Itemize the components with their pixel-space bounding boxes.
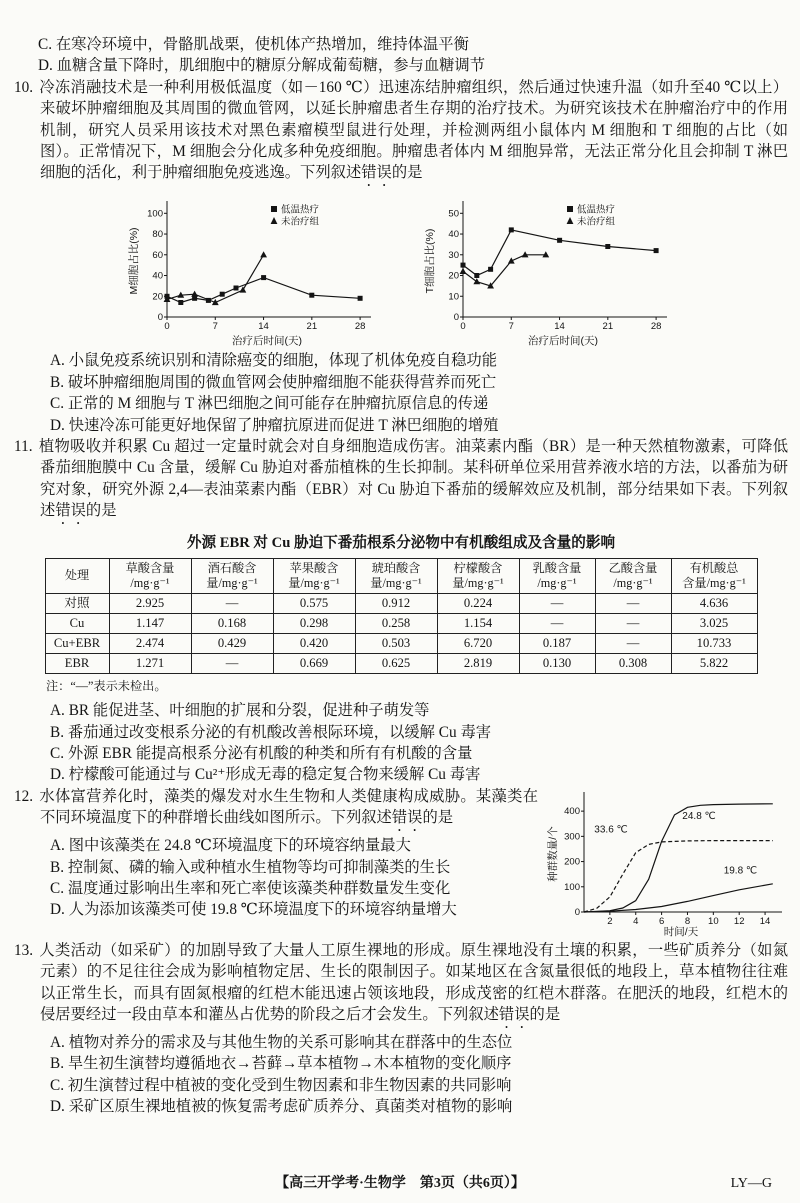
table-cell: 2.474 [109, 633, 191, 653]
q10-stem-tail: 的是 [391, 164, 423, 182]
svg-text:300: 300 [564, 831, 580, 843]
column-header: 琥珀酸含 量/mg·g⁻¹ [355, 558, 437, 593]
table-cell: — [595, 633, 671, 653]
svg-text:12: 12 [733, 915, 745, 927]
prev-option-d: D. 血糖含量下降时，肌细胞中的糖原分解成葡萄糖，参与血糖调节 [38, 57, 486, 75]
svg-text:未治疗组: 未治疗组 [577, 216, 616, 228]
table-cell: 1.147 [109, 613, 191, 633]
svg-text:100: 100 [564, 881, 580, 893]
column-header: 乳酸含量 /mg·g⁻¹ [519, 558, 595, 593]
svg-text:100: 100 [147, 208, 163, 220]
table-cell: 0.168 [191, 613, 273, 633]
question-13 [14, 940, 788, 1118]
table-title: 外源 EBR 对 Cu 胁迫下番茄根系分泌物中有机酸组成及含量的影响 [186, 535, 616, 552]
svg-text:40: 40 [152, 270, 163, 282]
svg-text:治疗后时间(天): 治疗后时间(天) [232, 335, 302, 348]
table-cell: 3.025 [671, 613, 757, 633]
q13-stem-emphasis: 错误 [498, 1005, 530, 1023]
table-cell: — [519, 593, 595, 613]
table-cell: 6.720 [437, 633, 519, 653]
page-footer [0, 1173, 800, 1194]
svg-text:8: 8 [684, 915, 691, 927]
prev-question-options [14, 34, 788, 77]
q10-charts [14, 195, 788, 347]
table-cell: 1.154 [437, 613, 519, 633]
svg-text:7: 7 [508, 321, 514, 333]
q13-stem-tail: 的是 [529, 1005, 561, 1023]
question-10 [14, 77, 788, 436]
column-header: 乙酸含量 /mg·g⁻¹ [595, 558, 671, 593]
svg-text:6: 6 [658, 915, 665, 927]
svg-text:14: 14 [258, 321, 269, 333]
q10-option-a: A. 小鼠免疫系统识别和清除癌变的细胞，体现了机体免疫自稳功能 [50, 352, 498, 370]
svg-text:20: 20 [448, 270, 459, 282]
svg-text:80: 80 [152, 229, 163, 241]
svg-text:21: 21 [602, 321, 614, 333]
table-cell: Cu+EBR [45, 633, 109, 653]
q13-stem-text: 人类活动（如采矿）的加剧导致了大量人工原生裸地的形成。原生裸地没有土壤的积累，一些矿质养分（如氮元素）的不足往往会成为影响植物定居、生长的限制因子。如某地区在含氮量很低的地段上，草本植物往往难以正常生长，而具有固氮根瘤的红桤木能迅速占领该地段，形成茂密的红桤木群落。在肥沃的地段，红桤木的侵居要经过一段由草本和灌丛占优势的阶段之后才会发生。下列叙述 [39, 941, 788, 1023]
q10-number: 10. [14, 78, 34, 96]
q11-stem [14, 436, 788, 528]
prev-option-c: C. 在寒冷环境中，骨骼肌战栗，使机体产热增加，维持体温平衡 [38, 36, 469, 53]
svg-text:2: 2 [607, 915, 613, 927]
column-header: 有机酸总 含量/mg·g⁻¹ [671, 558, 757, 593]
table-cell: 0.625 [355, 653, 437, 673]
q13-option-c: C. 初生演替过程中植被的变化受到生物因素和非生物因素的共同影响 [50, 1076, 512, 1094]
svg-text:M细胞占比(%): M细胞占比(%) [128, 227, 140, 295]
q12-number: 12. [14, 787, 34, 805]
svg-text:未治疗组: 未治疗组 [281, 216, 320, 228]
table-cell: 0.258 [355, 613, 437, 633]
table-row [45, 653, 757, 673]
table-cell: EBR [45, 653, 109, 673]
t-cell-ratio-chart [423, 195, 675, 347]
table-cell: 0.912 [355, 593, 437, 613]
table-cell: 0.224 [437, 593, 519, 613]
q13-stem [14, 940, 788, 1032]
table-cell: 0.130 [519, 653, 595, 673]
table-cell: 5.822 [671, 653, 757, 673]
svg-text:7: 7 [212, 321, 218, 333]
svg-text:400: 400 [564, 805, 580, 817]
svg-text:0: 0 [574, 906, 580, 918]
svg-text:200: 200 [564, 856, 580, 868]
svg-text:20: 20 [152, 291, 163, 303]
q11-stem-text: 植物吸收并积累 Cu 超过一定量时就会对自身细胞造成伤害。油菜素内酯（BR）是一种天然植物激素，可降低番茄细胞膜中 Cu 含量，缓解 Cu 胁迫对番茄植株的生长抑制。某科研单位采用营养液水培的方法，以番茄为研究对象，研究外源 2,4—表油菜素内酯（EBR）对 Cu 胁迫下番茄的缓解效应及机制，部分结果如下表。下列叙述 [38, 438, 788, 520]
svg-text:14: 14 [554, 321, 565, 333]
table-cell: 0.308 [595, 653, 671, 673]
q12-option-c: C. 温度通过影响出生率和死亡率使该藻类种群数量发生变化 [50, 879, 451, 897]
svg-text:0: 0 [164, 321, 170, 333]
table-row [45, 593, 757, 613]
table-cell: 0.298 [273, 613, 355, 633]
table-cell: 10.733 [671, 633, 757, 653]
table-cell: — [191, 593, 273, 613]
q11-option-d: D. 柠檬酸可能通过与 Cu²⁺形成无毒的稳定复合物来缓解 Cu 毒害 [50, 766, 481, 784]
table-cell: Cu [45, 613, 109, 633]
svg-text:0: 0 [460, 321, 466, 333]
question-11 [14, 436, 788, 786]
q12-stem-text: 水体富营养化时，藻类的爆发对水生生物和人类健康构成威胁。某藻类在不同环境温度下的种群增长曲线如图所示。下列叙述 [39, 787, 538, 827]
table-header [45, 558, 757, 593]
svg-text:种群数量/个: 种群数量/个 [547, 826, 559, 882]
column-header: 柠檬酸含 量/mg·g⁻¹ [437, 558, 519, 593]
svg-text:T细胞占比(%): T细胞占比(%) [424, 229, 436, 294]
svg-text:低温热疗: 低温热疗 [577, 204, 616, 216]
q11-option-c: C. 外源 EBR 能提高根系分泌有机酸的种类和所有有机酸的含量 [50, 744, 473, 762]
q11-stem-tail: 的是 [85, 502, 117, 520]
table-cell: 0.669 [273, 653, 355, 673]
table-cell: 对照 [45, 593, 109, 613]
table-cell: — [519, 613, 595, 633]
column-header: 酒石酸含 量/mg·g⁻¹ [191, 558, 273, 593]
table-cell: — [595, 613, 671, 633]
q13-option-b: B. 旱生初生演替均遵循地衣→苔藓→草本植物→木本植物的变化顺序 [50, 1055, 512, 1073]
q12-stem-emphasis: 错误 [391, 809, 423, 827]
svg-text:28: 28 [650, 321, 662, 333]
svg-text:10: 10 [708, 915, 719, 927]
q11-option-b: B. 番茄通过改变根系分泌的有机酸改善根际环境，以缓解 Cu 毒害 [50, 723, 492, 741]
paper-code: LY—G [730, 1175, 772, 1191]
q11-number: 11. [14, 438, 33, 456]
column-header: 苹果酸含 量/mg·g⁻¹ [273, 558, 355, 593]
table-cell: 0.503 [355, 633, 437, 653]
table-cell: 1.271 [109, 653, 191, 673]
q10-stem-emphasis: 错误 [361, 164, 392, 182]
column-header: 草酸含量 /mg·g⁻¹ [109, 558, 191, 593]
column-header: 处理 [45, 558, 109, 593]
q12-option-a: A. 图中该藻类在 24.8 ℃环境温度下的环境容纳量最大 [50, 837, 411, 855]
q10-stem [14, 77, 788, 191]
svg-text:21: 21 [306, 321, 318, 333]
q11-stem-emphasis: 错误 [55, 502, 86, 520]
table-cell: 2.925 [109, 593, 191, 613]
svg-text:33.6 ℃: 33.6 ℃ [594, 824, 628, 836]
q10-option-c: C. 正常的 M 细胞与 T 淋巴细胞之间可能存在肿瘤抗原信息的传递 [50, 395, 489, 413]
question-12 [14, 786, 788, 940]
svg-text:24.8 ℃: 24.8 ℃ [682, 810, 716, 822]
svg-text:19.8 ℃: 19.8 ℃ [723, 865, 758, 877]
svg-text:低温热疗: 低温热疗 [281, 204, 320, 216]
table-cell: — [191, 653, 273, 673]
q12-stem-tail: 的是 [422, 809, 454, 827]
table-cell: 0.429 [191, 633, 273, 653]
svg-text:28: 28 [354, 321, 366, 333]
svg-text:时间/天: 时间/天 [663, 925, 699, 938]
svg-text:10: 10 [448, 291, 459, 303]
q10-option-d: D. 快速冷冻可能更好地保留了肿瘤抗原进而促进 T 淋巴细胞的增殖 [50, 416, 499, 434]
table-cell: 0.187 [519, 633, 595, 653]
table-cell: 4.636 [671, 593, 757, 613]
q12-option-d: D. 人为添加该藻类可使 19.8 ℃环境温度下的环境容纳量增大 [50, 901, 457, 919]
q13-number: 13. [14, 941, 34, 959]
svg-text:40: 40 [448, 229, 459, 241]
svg-text:治疗后时间(天): 治疗后时间(天) [528, 335, 598, 348]
q13-option-a: A. 植物对养分的需求及与其他生物的关系可影响其在群落中的生态位 [50, 1033, 513, 1051]
table-cell: 0.420 [273, 633, 355, 653]
algae-growth-chart [546, 788, 786, 938]
q12-option-b: B. 控制氮、磷的输入或种植水生植物等均可抑制藻类的生长 [50, 858, 451, 876]
footer-text: 【高三开学考·生物学 第3页（共6页）】 [275, 1175, 525, 1191]
q10-option-b: B. 破坏肿瘤细胞周围的微血管网会使肿瘤细胞不能获得营养而死亡 [50, 373, 497, 391]
q13-option-d: D. 采矿区原生裸地植被的恢复需考虑矿质养分、真菌类对植物的影响 [50, 1098, 513, 1116]
svg-text:0: 0 [157, 312, 163, 324]
table-body [45, 593, 757, 673]
table-cell: 0.575 [273, 593, 355, 613]
svg-text:0: 0 [453, 312, 459, 324]
table-row [45, 613, 757, 633]
table-cell: — [595, 593, 671, 613]
svg-text:4: 4 [633, 915, 639, 927]
m-cell-ratio-chart [127, 195, 379, 347]
q11-option-a: A. BR 能促进茎、叶细胞的扩展和分裂，促进种子萌发等 [50, 702, 430, 720]
svg-text:60: 60 [152, 250, 163, 262]
table-row [45, 633, 757, 653]
organic-acid-table [45, 558, 758, 674]
table-header-row [45, 558, 757, 593]
svg-text:30: 30 [448, 250, 459, 262]
q10-stem-text: 冷冻消融技术是一种利用极低温度（如－160 ℃）迅速冻结肿瘤组织，然后通过快速升温（如升至40 ℃以上）来破坏肿瘤细胞及其周围的微血管网，以延长肿瘤患者生存期的治疗技术。为研究该技术在肿瘤治疗中的作用机制，研究人员采用该技术对黑色素瘤模型鼠进行处理，并检测两组小鼠体内 M 细胞和 T 细胞的占比（如图）。正常情况下，M 细胞会分化成多种免疫细胞。肿瘤患者体内 M 细胞异常，无法正常分化且会抑制 T 淋巴细胞的活化，利于肿瘤细胞免疫逃逸。下列叙述 [39, 78, 788, 182]
table-cell: 2.819 [437, 653, 519, 673]
svg-text:50: 50 [448, 208, 459, 220]
table-note: 注：“—”表示未检出。 [46, 678, 167, 693]
svg-text:14: 14 [759, 915, 771, 927]
